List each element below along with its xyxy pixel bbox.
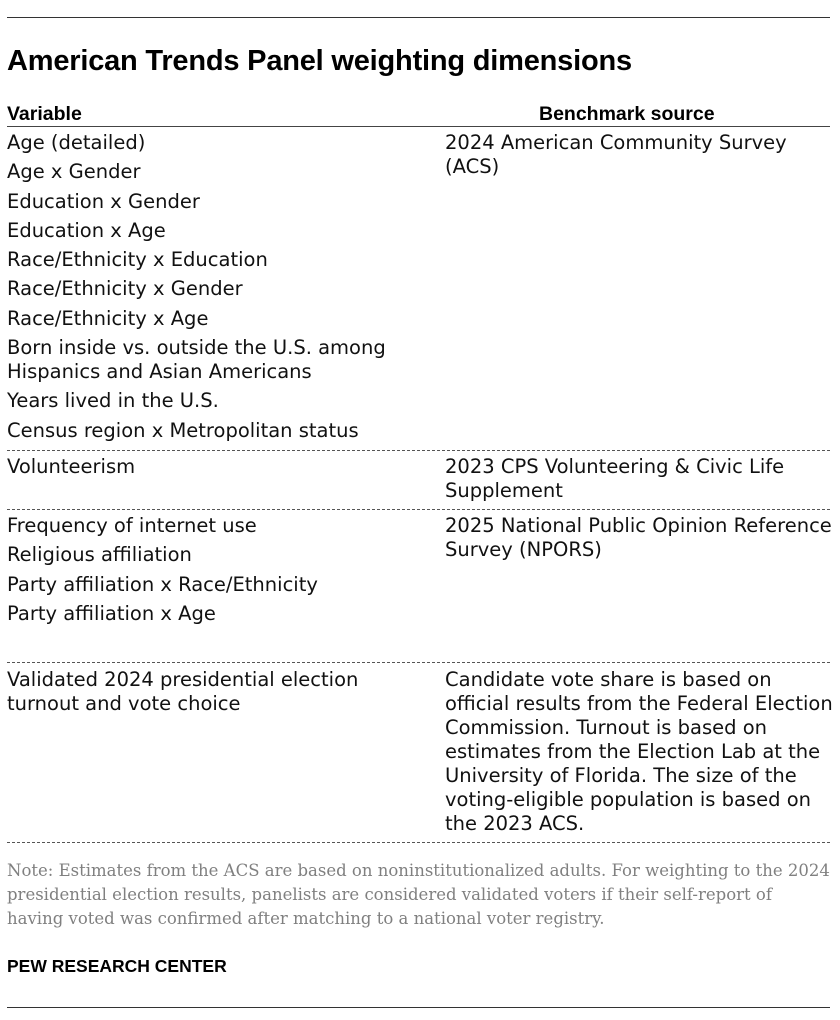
list-item: Party affiliation x Race/Ethnicity — [7, 572, 318, 596]
group-divider — [7, 662, 830, 663]
list-item: Frequency of internet use — [7, 514, 257, 537]
benchmark-source: Candidate vote share is based on official results from the Federal Election Commission. Turnout is based on estimates from the Election Lab at the University of Florida. The size of the voting-eligible population is based on the 2023 ACS. — [445, 668, 833, 835]
page-title: American Trends Panel weighting dimensions — [7, 45, 632, 77]
variable-list — [7, 131, 422, 448]
top-rule — [7, 17, 830, 18]
list-item: Party affiliation x Age — [7, 601, 216, 625]
list-item: Born inside vs. outside the U.S. among Hispanics and Asian Americans — [7, 336, 386, 384]
list-item: Census region x Metropolitan status — [7, 418, 359, 442]
benchmark-source: 2025 National Public Opinion Reference Survey (NPORS) — [445, 514, 832, 561]
header-rule — [7, 126, 830, 127]
list-item: Race/Ethnicity x Gender — [7, 277, 243, 301]
list-item: Age x Gender — [7, 160, 141, 184]
list-item: Years lived in the U.S. — [7, 389, 219, 413]
list-item: Race/Ethnicity x Education — [7, 248, 268, 272]
variable-list — [7, 668, 422, 721]
list-item: Validated 2024 presidential election turnout and vote choice — [7, 668, 359, 715]
list-item: Education x Gender — [7, 189, 200, 213]
benchmark-source: 2024 American Community Survey (ACS) — [445, 131, 787, 178]
list-item: Education x Age — [7, 218, 166, 242]
group-divider — [7, 842, 830, 843]
variable-list — [7, 514, 422, 631]
list-item: Age (detailed) — [7, 131, 146, 154]
group-divider — [7, 509, 830, 510]
list-item: Race/Ethnicity x Age — [7, 306, 209, 330]
benchmark-source: 2023 CPS Volunteering & Civic Life Supplement — [445, 455, 785, 502]
organization-credit: PEW RESEARCH CENTER — [7, 956, 227, 976]
footnote: Note: Estimates from the ACS are based on noninstitutionalized adults. For weighting to the 2024 presidential election results, panelists are considered validated voters if their self-report of having voted was confirmed after matching to a national voter registry. — [7, 861, 830, 928]
column-header-variable: Variable — [7, 103, 82, 125]
list-item: Volunteerism — [7, 455, 136, 478]
group-divider — [7, 450, 830, 451]
variable-list — [7, 455, 422, 484]
bottom-rule — [7, 1007, 830, 1008]
column-header-benchmark-source: Benchmark source — [539, 103, 715, 125]
list-item: Religious affiliation — [7, 543, 192, 567]
